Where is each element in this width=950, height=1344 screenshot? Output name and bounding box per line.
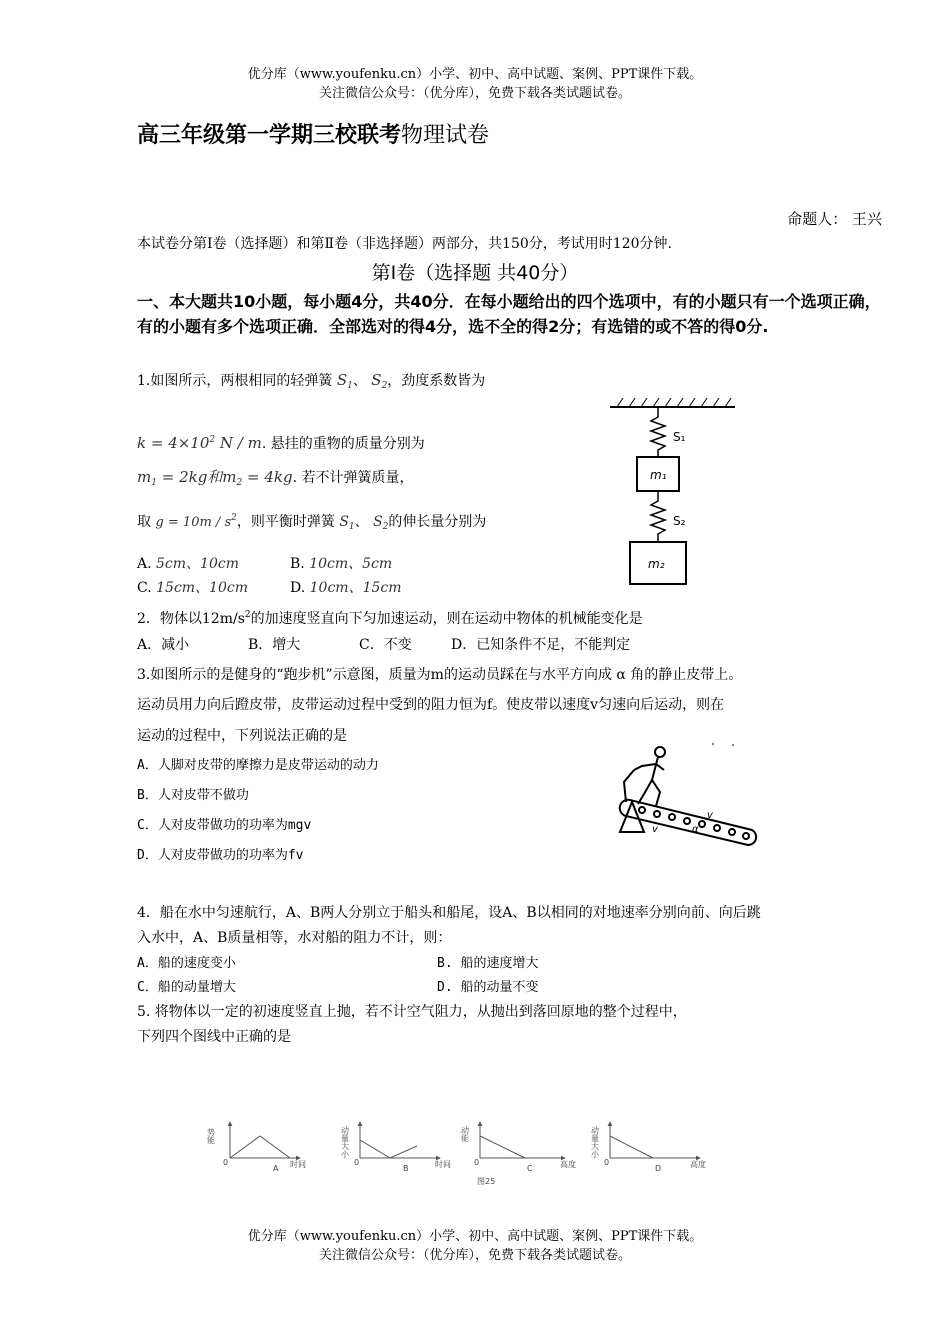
- graph-a-letter: A: [273, 1164, 279, 1173]
- q4-line1: 4．船在水中匀速航行，A、B两人分别立于船头和船尾，设A、B以相同的对地速率分别向前、向后跳: [137, 905, 761, 921]
- q1-option-b: B. 10cm、5cm: [290, 556, 393, 572]
- q4-option-a: A．船的速度变小: [137, 956, 236, 971]
- q1-option-d: D. 10cm、15cm: [290, 580, 402, 596]
- footer-line-1: 优分库（www.youfenku.cn）小学、初中、高中试题、案例、PPT课件下载。: [247, 1229, 703, 1244]
- graph-b-xlabel: 时间: [435, 1160, 451, 1169]
- q3-option-b: B．人对皮带不做功: [137, 788, 249, 803]
- q5-line2: 下列四个图线中正确的是: [137, 1029, 291, 1045]
- label-s1: S₁: [673, 430, 686, 444]
- q3-option-c: C．人对皮带做功的功率为mgv: [137, 818, 312, 833]
- graph-b-curve: [360, 1140, 417, 1158]
- spring-mass-figure: [605, 395, 740, 590]
- q1-line1: 1.如图所示，两根相同的轻弹簧 $S_1$、 $S_2$，劲度系数皆为: [137, 371, 486, 391]
- exam-title-bold: 高三年级第一学期三校联考: [137, 123, 402, 148]
- q4-option-b: B. 船的速度增大: [437, 956, 539, 971]
- q4-option-c: C．船的动量增大: [137, 980, 236, 995]
- exam-title: [137, 118, 489, 149]
- label-m2: m₂: [648, 557, 665, 571]
- q2-option-c: C．不变: [359, 637, 412, 653]
- intro-text: 本试卷分第Ⅰ卷（选择题）和第Ⅱ卷（非选择题）两部分，共150分，考试用时120分钟.: [137, 236, 672, 252]
- q4-line2: 入水中，A、B质量相等，水对船的阻力不计，则：: [137, 930, 452, 946]
- header-line-2: 关注微信公众号：（优分库），免费下载各类试题试卷。: [318, 86, 631, 101]
- label-s2: S₂: [673, 514, 686, 528]
- graph-a-ylabel: 势能: [206, 1128, 216, 1144]
- q3-option-d: D．人对皮带做功的功率为fv: [137, 848, 304, 863]
- graph-d-ylabel: 动量大小: [590, 1126, 600, 1158]
- q1-line4: 取 $g = 10m / s^2$，则平衡时弹簧 $S_1$、 $S_2$的伸长量分别为: [137, 513, 487, 532]
- q3-option-a: A．人脚对皮带的摩擦力是皮带运动的动力: [137, 758, 379, 773]
- q5-graphs: [205, 1118, 725, 1190]
- label-v2: v: [652, 824, 658, 835]
- graph-c-xlabel: 高度: [560, 1160, 576, 1169]
- q2-stem: 2．物体以$12m/s^2$的加速度竖直向下匀加速运动，则在运动中物体的机械能变化是: [137, 610, 643, 627]
- graph-a: [207, 1122, 307, 1173]
- graph-caption: 图25: [477, 1177, 496, 1186]
- q1-line3: $m_1 = 2kg$和$m_2 = 4kg$. 若不计弹簧质量，: [137, 468, 414, 488]
- graph-d-letter: D: [655, 1164, 662, 1173]
- graph-d-origin: 0: [604, 1158, 610, 1167]
- graph-c-ylabel: 动能: [460, 1126, 470, 1142]
- section-heading: 第Ⅰ卷（选择题 共40分）: [371, 262, 579, 284]
- graph-c-origin: 0: [474, 1158, 480, 1167]
- q1-line2: $k = 4\times 10^2$ N / m. 悬挂的重物的质量分别为: [137, 434, 425, 452]
- graph-d-xlabel: 高度: [690, 1160, 706, 1169]
- q4-option-d: D. 船的动量不变: [437, 980, 539, 995]
- exam-title-normal: 物理试卷: [401, 123, 490, 148]
- runner-icon: [624, 747, 665, 806]
- spring-s1-icon: [651, 407, 665, 457]
- q3-line3: 运动的过程中，下列说法正确的是: [137, 728, 347, 744]
- graph-b-origin: 0: [354, 1158, 360, 1167]
- header-line-1: 优分库（www.youfenku.cn）小学、初中、高中试题、案例、PPT课件下载。: [247, 67, 703, 82]
- q2-option-a: A．减小: [137, 637, 190, 653]
- spring-s2-icon: [651, 491, 665, 542]
- q3-line2: 运动员用力向后蹬皮带，皮带运动过程中受到的阻力恒为f。使皮带以速度v匀速向后运动，则在: [137, 697, 725, 713]
- graph-a-xlabel: 时间: [290, 1160, 306, 1169]
- graph-b-ylabel: 动量大小: [340, 1126, 350, 1158]
- graph-c-letter: C: [527, 1164, 533, 1173]
- graph-b-letter: B: [403, 1164, 409, 1173]
- graph-c: [461, 1122, 577, 1186]
- q3-line1: 3.如图所示的是健身的“跑步机”示意图，质量为m的运动员踩在与水平方向成 α 角的静止皮带上。: [137, 667, 743, 683]
- label-v1: v: [707, 810, 713, 821]
- graph-c-curve: [480, 1136, 525, 1158]
- graph-a-origin: 0: [223, 1158, 229, 1167]
- q2-option-d: D．已知条件不足，不能判定: [451, 637, 631, 653]
- q1-option-a: A. 5cm、10cm: [137, 556, 239, 572]
- instructions: 一、本大题共10小题，每小题4分，共40分．在每小题给出的四个选项中，有的小题只有一个选项正确，有的小题有多个选项正确．全部选对的得4分，选不全的得2分；有选错的或不答的得0分.: [137, 292, 881, 336]
- q1-option-c: C. 15cm、10cm: [137, 580, 248, 596]
- author: 命题人： 王兴: [787, 210, 882, 228]
- label-alpha: α: [692, 824, 699, 835]
- label-m1: m₁: [650, 468, 667, 482]
- footer-line-2: 关注微信公众号：（优分库），免费下载各类试题试卷。: [318, 1248, 631, 1263]
- ceiling-icon: [610, 398, 735, 407]
- treadmill-figure: [612, 740, 767, 850]
- graph-d-curve: [610, 1136, 653, 1158]
- q5-line1: 5. 将物体以一定的初速度竖直上抛，若不计空气阻力，从抛出到落回原地的整个过程中，: [137, 1004, 687, 1020]
- q2-option-b: B．增大: [248, 637, 301, 653]
- graph-b: [340, 1122, 452, 1173]
- graph-a-curve: [230, 1136, 290, 1158]
- graph-d: [590, 1122, 707, 1173]
